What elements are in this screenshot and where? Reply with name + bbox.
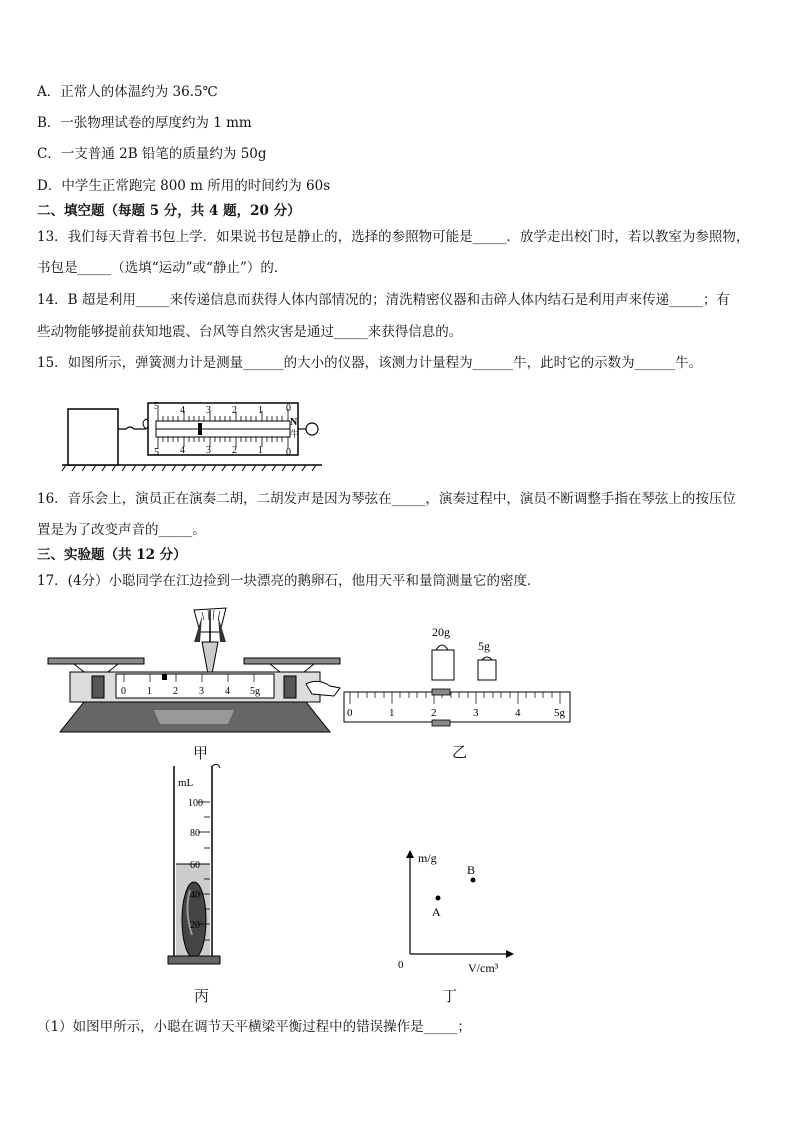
point-b-label: B xyxy=(467,863,476,877)
cylinder-tick-100: 100 xyxy=(188,798,203,809)
balance-tick-2: 2 xyxy=(173,686,178,697)
balance-tick-4: 4 xyxy=(225,686,230,697)
rider-bottom xyxy=(432,720,450,726)
ruler-tick-0: 0 xyxy=(347,707,353,719)
q13-line-1: 13．我们每天背着书包上学．如果说书包是静止的，选择的参照物可能是_____．放学走出校门时，若以教室为参照物， xyxy=(37,229,750,245)
caption-ding: 丁 xyxy=(442,987,458,1005)
q14-line-2: 些动物能够提前获知地震、台风等自然灾害是通过_____来获得信息的。 xyxy=(37,324,463,340)
graph-ylabel: m/g xyxy=(418,851,437,865)
q17-sub-1: （1）如图甲所示，小聪在调节天平横梁平衡过程中的错误操作是_____； xyxy=(37,1019,471,1035)
cylinder-unit: mL xyxy=(178,777,194,789)
scale-tick-top-3: 2 xyxy=(232,405,237,416)
balance-tick-3: 3 xyxy=(199,686,204,697)
weight-20g-label: 20g xyxy=(432,625,450,639)
ruler-tick-1: 1 xyxy=(389,707,395,719)
balance-tick-0: 0 xyxy=(121,686,126,697)
caption-yi: 乙 xyxy=(452,743,468,761)
point-b-marker xyxy=(471,878,476,883)
cylinder-figure xyxy=(160,760,250,972)
balance-tick-1: 1 xyxy=(147,686,152,697)
section-2-heading: 二、填空题（每题 5 分，共 4 题，20 分） xyxy=(37,203,301,219)
cylinder-tick-60: 60 xyxy=(190,860,200,871)
point-a-marker xyxy=(436,896,441,901)
option-c: C．一支普通 2B 铅笔的质量约为 50g xyxy=(37,146,267,162)
slider-ruler xyxy=(344,692,570,722)
graph-xlabel: V/cm³ xyxy=(468,961,499,975)
ruler-tick-2: 2 xyxy=(431,707,437,719)
cylinder-tick-20: 20 xyxy=(190,920,200,931)
spring-scale-figure xyxy=(60,395,330,475)
option-b: B．一张物理试卷的厚度约为 1 mm xyxy=(37,115,252,131)
weight-20g xyxy=(432,650,454,680)
ruler-tick-4: 4 xyxy=(515,707,521,719)
scale-tick-top-2: 3 xyxy=(206,405,211,416)
ruler-tick-3: 3 xyxy=(473,707,479,719)
scale-tick-top-1: 4 xyxy=(180,405,185,416)
scale-unit: N xyxy=(290,417,298,428)
scale-tick-bottom-4: 1 xyxy=(258,445,263,456)
q14-line-1: 14．B 超是利用_____来传递信息而获得人体内部情况的；清洗精密仪器和击碎人体内结石是利用声来传递_____；有 xyxy=(37,292,730,308)
ruler-tick-5: 5g xyxy=(554,707,565,719)
balance-figure xyxy=(44,602,344,742)
rider-top xyxy=(432,689,450,695)
caption-jia: 甲 xyxy=(193,744,209,762)
weight-5g-label: 5g xyxy=(478,639,490,653)
q15-line-1: 15．如图所示，弹簧测力计是测量______的大小的仪器，该测力计量程为______牛，此时它的示数为______牛。 xyxy=(37,355,703,371)
scale-tick-bottom-5: 0 xyxy=(286,447,291,458)
scale-ring xyxy=(306,423,318,435)
scale-tick-bottom-1: 4 xyxy=(180,445,185,456)
cylinder-tick-40: 40 xyxy=(190,890,200,901)
scale-tick-bottom-2: 3 xyxy=(206,445,211,456)
caption-bing: 丙 xyxy=(194,987,210,1005)
mass-volume-graph xyxy=(392,842,522,977)
block xyxy=(68,409,118,465)
balance-tick-5: 5g xyxy=(250,686,260,697)
q16-line-1: 16．音乐会上，演员正在演奏二胡，二胡发声是因为琴弦在_____，演奏过程中，演员不断调整手指在琴弦上的按压位 xyxy=(37,491,736,507)
scale-unit-label: 牛 xyxy=(290,429,300,439)
pointer xyxy=(198,423,202,435)
section-3-heading: 三、实验题（共 12 分） xyxy=(37,547,187,563)
weight-5g xyxy=(478,660,496,680)
q16-line-2: 置是为了改变声音的_____。 xyxy=(37,522,206,538)
option-a: A．正常人的体温约为 36.5℃ xyxy=(37,84,218,100)
option-d: D．中学生正常跑完 800 m 所用的时间约为 60s xyxy=(37,178,331,194)
scale-tick-bottom-0: 5 xyxy=(154,447,159,458)
graph-origin: 0 xyxy=(398,959,404,971)
point-a-label: A xyxy=(432,905,441,919)
scale-tick-top-5: 0 xyxy=(286,403,291,414)
scale-tick-top-0: 5 xyxy=(154,401,159,412)
scale-tick-bottom-3: 2 xyxy=(232,445,237,456)
weights-ruler-figure xyxy=(340,620,576,732)
q17-line-1: 17．(4分）小聪同学在江边捡到一块漂亮的鹅卵石，他用天平和量筒测量它的密度． xyxy=(37,573,541,589)
cylinder-tick-80: 80 xyxy=(190,828,200,839)
q13-line-2: 书包是_____（选填“运动”或“静止”）的． xyxy=(37,260,288,276)
scale-tick-top-4: 1 xyxy=(258,405,263,416)
